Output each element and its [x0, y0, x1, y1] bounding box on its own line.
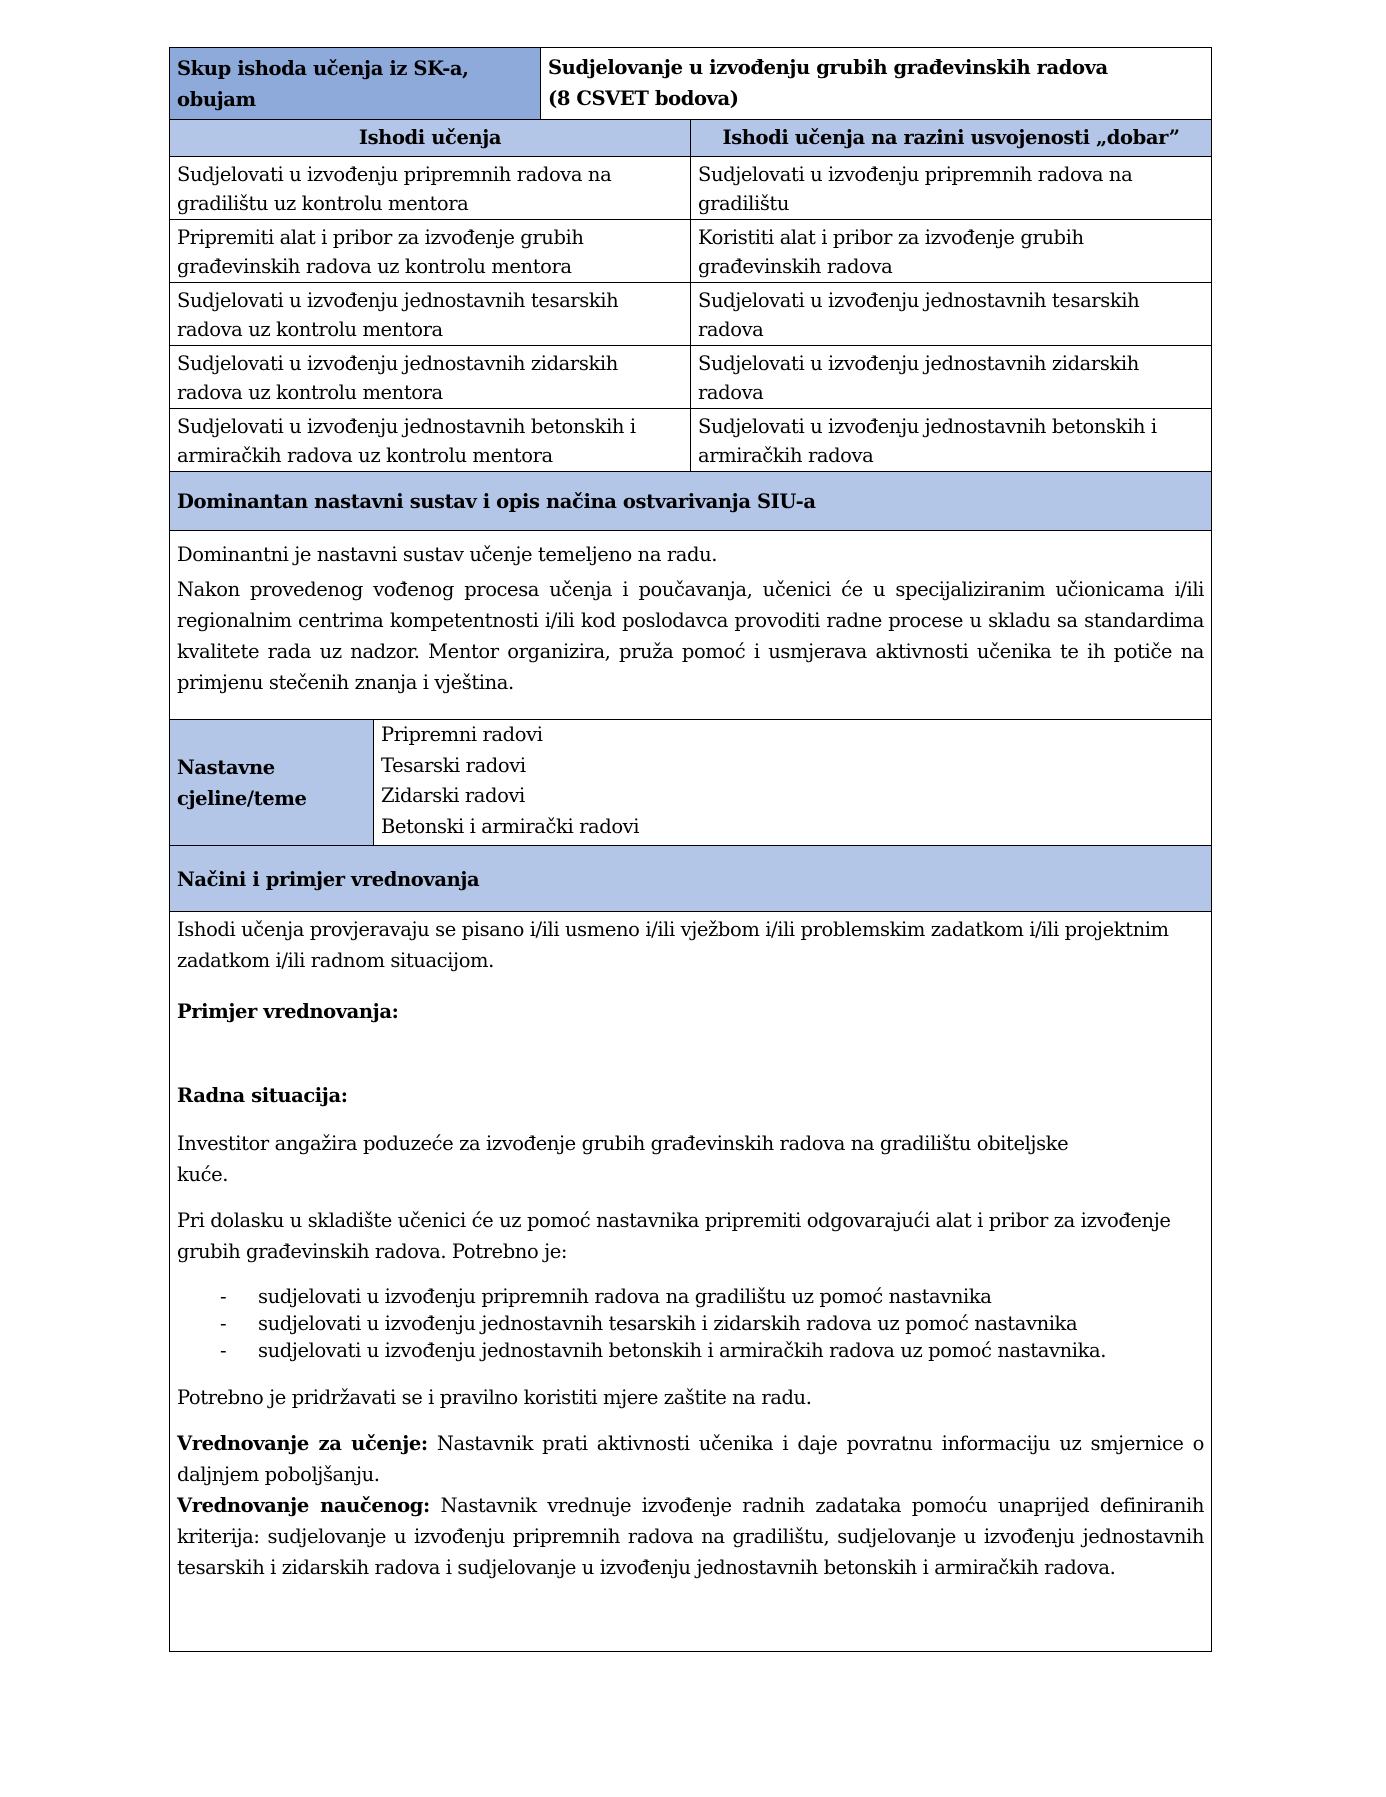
evaluation-for-learning: [177, 1428, 1204, 1490]
prep-line-1: Pri dolasku u skladište učenici će uz pomoć nastavnika pripremiti odgovarajući alat i pribor za izvođenje: [177, 1209, 1171, 1232]
situation-heading: Radna situacija:: [177, 1084, 348, 1107]
outcome-good-text: radova: [698, 318, 764, 341]
topics-label-cell: [170, 720, 373, 845]
topic-item: Pripremni radovi: [381, 723, 543, 746]
task-list-item: [177, 1337, 1204, 1364]
outcome-row: [170, 283, 1211, 346]
outcome-text: radova uz kontrolu mentora: [177, 381, 443, 404]
situation-line-2: kuće.: [177, 1163, 229, 1186]
outcome-text: Sudjelovati u izvođenju jednostavnih betonskih i: [177, 415, 636, 438]
system-heading-row: [170, 472, 1211, 531]
for-learning-label: Vrednovanje za učenje:: [177, 1432, 428, 1455]
outcome-good-cell: [690, 157, 1211, 219]
outcome-good-text: Koristiti alat i pribor za izvođenje grubih: [698, 226, 1084, 249]
title-row: [170, 48, 1211, 120]
topics-row: [170, 720, 1211, 846]
for-learning-text: Nastavnik prati aktivnosti učenika i daje povratnu informaciju uz smjernice o daljnjem poboljšanju.: [177, 1432, 1205, 1486]
outcome-cell: [170, 346, 690, 408]
safety-note: Potrebno je pridržavati se i pravilno koristiti mjere zaštite na radu.: [177, 1386, 812, 1409]
outcome-row: [170, 409, 1211, 472]
task-text: sudjelovati u izvođenju jednostavnih betonskih i armiračkih radova uz pomoć nastavnika.: [258, 1339, 1107, 1362]
title-label: Skup ishoda učenja iz SK-a, obujam: [177, 56, 469, 111]
outcome-text: Pripremiti alat i pribor za izvođenje grubih: [177, 226, 584, 249]
system-description-row: [170, 531, 1211, 720]
outcome-cell: [170, 283, 690, 345]
system-para-1: Dominantni je nastavni sustav učenje temeljeno na radu.: [177, 543, 718, 566]
outcome-good-text: radova: [698, 381, 764, 404]
system-heading: Dominantan nastavni sustav i opis načina ostvarivanja SIU-a: [177, 489, 816, 513]
evaluation-of-learning: [177, 1490, 1204, 1583]
topic-item: Zidarski radovi: [381, 784, 525, 807]
outcome-row: [170, 157, 1211, 220]
outcome-good-text: gradilištu: [698, 192, 790, 215]
topics-label-line-1: Nastavne: [177, 755, 275, 779]
outcome-good-cell: [690, 283, 1211, 345]
dash-bullet-icon: -: [220, 1339, 227, 1362]
outcome-good-text: Sudjelovati u izvođenju pripremnih radova na: [698, 163, 1133, 186]
prep-line-2: grubih građevinskih radova. Potrebno je:: [177, 1240, 568, 1263]
column-header-outcomes: Ishodi učenja: [358, 126, 502, 149]
outcome-good-text: Sudjelovati u izvođenju jednostavnih zidarskih: [698, 352, 1139, 375]
evaluation-body-row: [170, 912, 1211, 1651]
task-list-item: [177, 1310, 1204, 1337]
outcome-text: Sudjelovati u izvođenju pripremnih radova na: [177, 163, 612, 186]
topic-item: Tesarski radovi: [381, 753, 526, 777]
evaluation-body: [170, 912, 1211, 1651]
outcome-good-cell: [690, 346, 1211, 408]
outcome-text: Sudjelovati u izvođenju jednostavnih zidarskih: [177, 352, 618, 375]
task-list-item: [177, 1283, 1204, 1310]
task-text: sudjelovati u izvođenju jednostavnih tesarskih i zidarskih radova uz pomoć nastavnika: [258, 1312, 1078, 1335]
topics-label-line-2: cjeline/teme: [177, 786, 307, 810]
outcome-good-text: armiračkih radova: [698, 444, 874, 467]
of-learning-text: Nastavnik vrednuje izvođenje radnih zadataka pomoću unaprijed definiranih kriterija: sudjelovanje u izvođenju pripremnih radova na gradilištu, sudjelovanje u izvođenju jednostavnih tesarskih i zidarskih radova i sudjelovanje u izvođenju jednostavnih betonskih i armiračkih radova.: [177, 1494, 1204, 1579]
outcome-row: [170, 220, 1211, 283]
outcome-cell: [170, 157, 690, 219]
topic-item: Betonski i armirački radovi: [381, 814, 640, 838]
column-header-good-level: Ishodi učenja na razini usvojenosti „dobar”: [690, 120, 1211, 156]
outcome-good-text: Sudjelovati u izvođenju jednostavnih betonskih i: [698, 415, 1157, 438]
title-line-1: Sudjelovanje u izvođenju grubih građevinskih radova: [548, 56, 1108, 79]
outcome-good-text: građevinskih radova: [698, 255, 893, 278]
outcome-good-cell: [690, 220, 1211, 282]
outcome-text: građevinskih radova uz kontrolu mentora: [177, 255, 572, 278]
system-description: [170, 531, 1211, 719]
evaluation-intro: Ishodi učenja provjeravaju se pisano i/ili usmeno i/ili vježbom i/ili problemskim zadatkom i/ili projektnim zadatkom i/ili radnom situacijom.: [177, 918, 1169, 972]
evaluation-heading: Načini i primjer vrednovanja: [177, 867, 480, 891]
outcome-row: [170, 346, 1211, 409]
outcome-cell: [170, 409, 690, 471]
task-list: [177, 1283, 1204, 1364]
topics-list: [373, 720, 1211, 845]
dash-bullet-icon: -: [220, 1312, 227, 1335]
outcome-good-cell: [690, 409, 1211, 471]
outcome-good-text: Sudjelovati u izvođenju jednostavnih tesarskih: [698, 289, 1140, 312]
curriculum-table: [169, 47, 1212, 1652]
title-line-2: (8 CSVET bodova): [548, 87, 739, 110]
task-text: sudjelovati u izvođenju pripremnih radova na gradilištu uz pomoć nastavnika: [258, 1285, 992, 1308]
outcome-text: radova uz kontrolu mentora: [177, 318, 443, 341]
situation-line-1: Investitor angažira poduzeće za izvođenje grubih građevinskih radova na gradilištu obiteljske: [177, 1132, 1069, 1155]
of-learning-label: Vrednovanje naučenog:: [177, 1494, 430, 1517]
dash-bullet-icon: -: [220, 1285, 227, 1308]
outcome-text: gradilištu uz kontrolu mentora: [177, 192, 469, 215]
system-para-2: Nakon provedenog vođenog procesa učenja i poučavanja, učenici će u specijaliziranim učionicama i/ili regionalnim centrima kompetentnosti i/ili kod poslodavca provoditi radne procese u skladu sa standardima kvalitete rada uz nadzor. Mentor organizira, pruža pomoć i usmjerava aktivnosti učenika te ih potiče na primjenu stečenih znanja i vještina.: [177, 578, 1204, 694]
example-heading: Primjer vrednovanja:: [177, 1000, 399, 1023]
title-value-cell: [540, 48, 1211, 119]
outcome-text: armiračkih radova uz kontrolu mentora: [177, 444, 553, 467]
outcome-cell: [170, 220, 690, 282]
column-header-row: [170, 120, 1211, 157]
evaluation-heading-row: [170, 846, 1211, 912]
title-label-cell: [170, 48, 540, 119]
outcome-text: Sudjelovati u izvođenju jednostavnih tesarskih: [177, 289, 619, 312]
